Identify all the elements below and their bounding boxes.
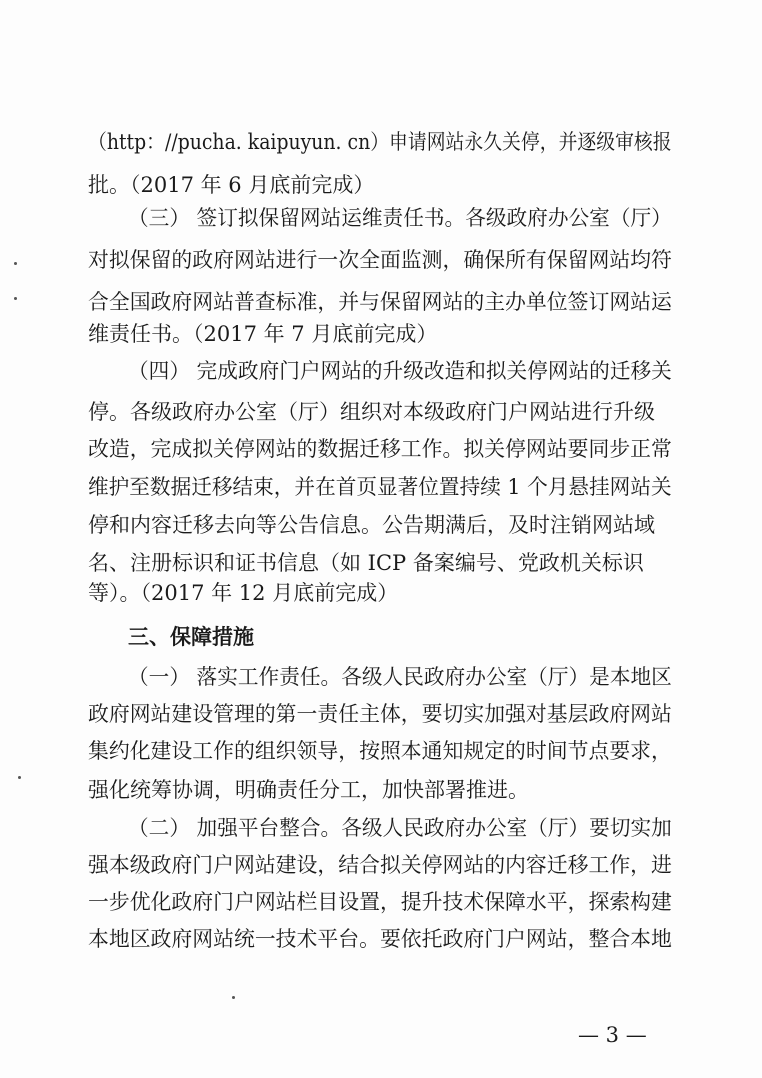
- text-line: （一） 落实工作责任。各级人民政府办公室（厅）是本地区: [128, 665, 672, 689]
- scan-speck: [14, 262, 17, 265]
- text-line: 名、注册标识和证书信息（如 ICP 备案编号、党政机关标识: [88, 551, 644, 575]
- text-line: 维护至数据迁移结束，并在首页显著位置持续 1 个月悬挂网站关: [88, 475, 672, 499]
- text-line: 强本级政府门户网站建设，结合拟关停网站的内容迁移工作，进: [88, 853, 672, 877]
- text-line: 改造，完成拟关停网站的数据迁移工作。拟关停网站要同步正常: [88, 437, 672, 461]
- text-line: （二） 加强平台整合。各级人民政府办公室（厅）要切实加: [128, 816, 672, 840]
- text-line: 批。（2017 年 6 月底前完成）: [88, 173, 375, 197]
- text-line: 集约化建设工作的组织领导，按照本通知规定的时间节点要求，: [88, 739, 672, 763]
- scan-speck: [14, 297, 17, 300]
- scan-speck: [232, 996, 235, 999]
- text-line: （三） 签订拟保留网站运维责任书。各级政府办公室（厅）: [128, 206, 672, 230]
- text-line: 维责任书。（2017 年 7 月底前完成）: [88, 322, 438, 346]
- text-line: 强化统筹协调，明确责任分工，加快部署推进。: [88, 778, 529, 802]
- text-line: 停。各级政府办公室（厅）组织对本级政府门户网站进行升级: [88, 400, 655, 424]
- text-line: 一步优化政府门户网站栏目设置，提升技术保障水平，探索构建: [88, 890, 672, 914]
- text-line: （四） 完成政府门户网站的升级改造和拟关停网站的迁移关: [128, 359, 672, 383]
- text-line: 等）。（2017 年 12 月底前完成）: [88, 581, 399, 605]
- text-line: 停和内容迁移去向等公告信息。公告期满后，及时注销网站域: [88, 513, 655, 537]
- scan-speck: [18, 776, 21, 779]
- text-line: 政府网站建设管理的第一责任主体，要切实加强对基层政府网站: [88, 702, 672, 726]
- section-heading: 三、保障措施: [128, 624, 254, 649]
- text-line: 合全国政府网站普查标准，并与保留网站的主办单位签订网站运: [88, 290, 672, 314]
- page-number: — 3 —: [578, 1023, 647, 1047]
- text-line: （http：//pucha. kaipuyun. cn）申请网站永久关停，并逐级审核报: [88, 130, 672, 154]
- text-line: 本地区政府网站统一技术平台。要依托政府门户网站，整合本地: [88, 927, 672, 951]
- text-line: 对拟保留的政府网站进行一次全面监测，确保所有保留网站均符: [88, 248, 672, 272]
